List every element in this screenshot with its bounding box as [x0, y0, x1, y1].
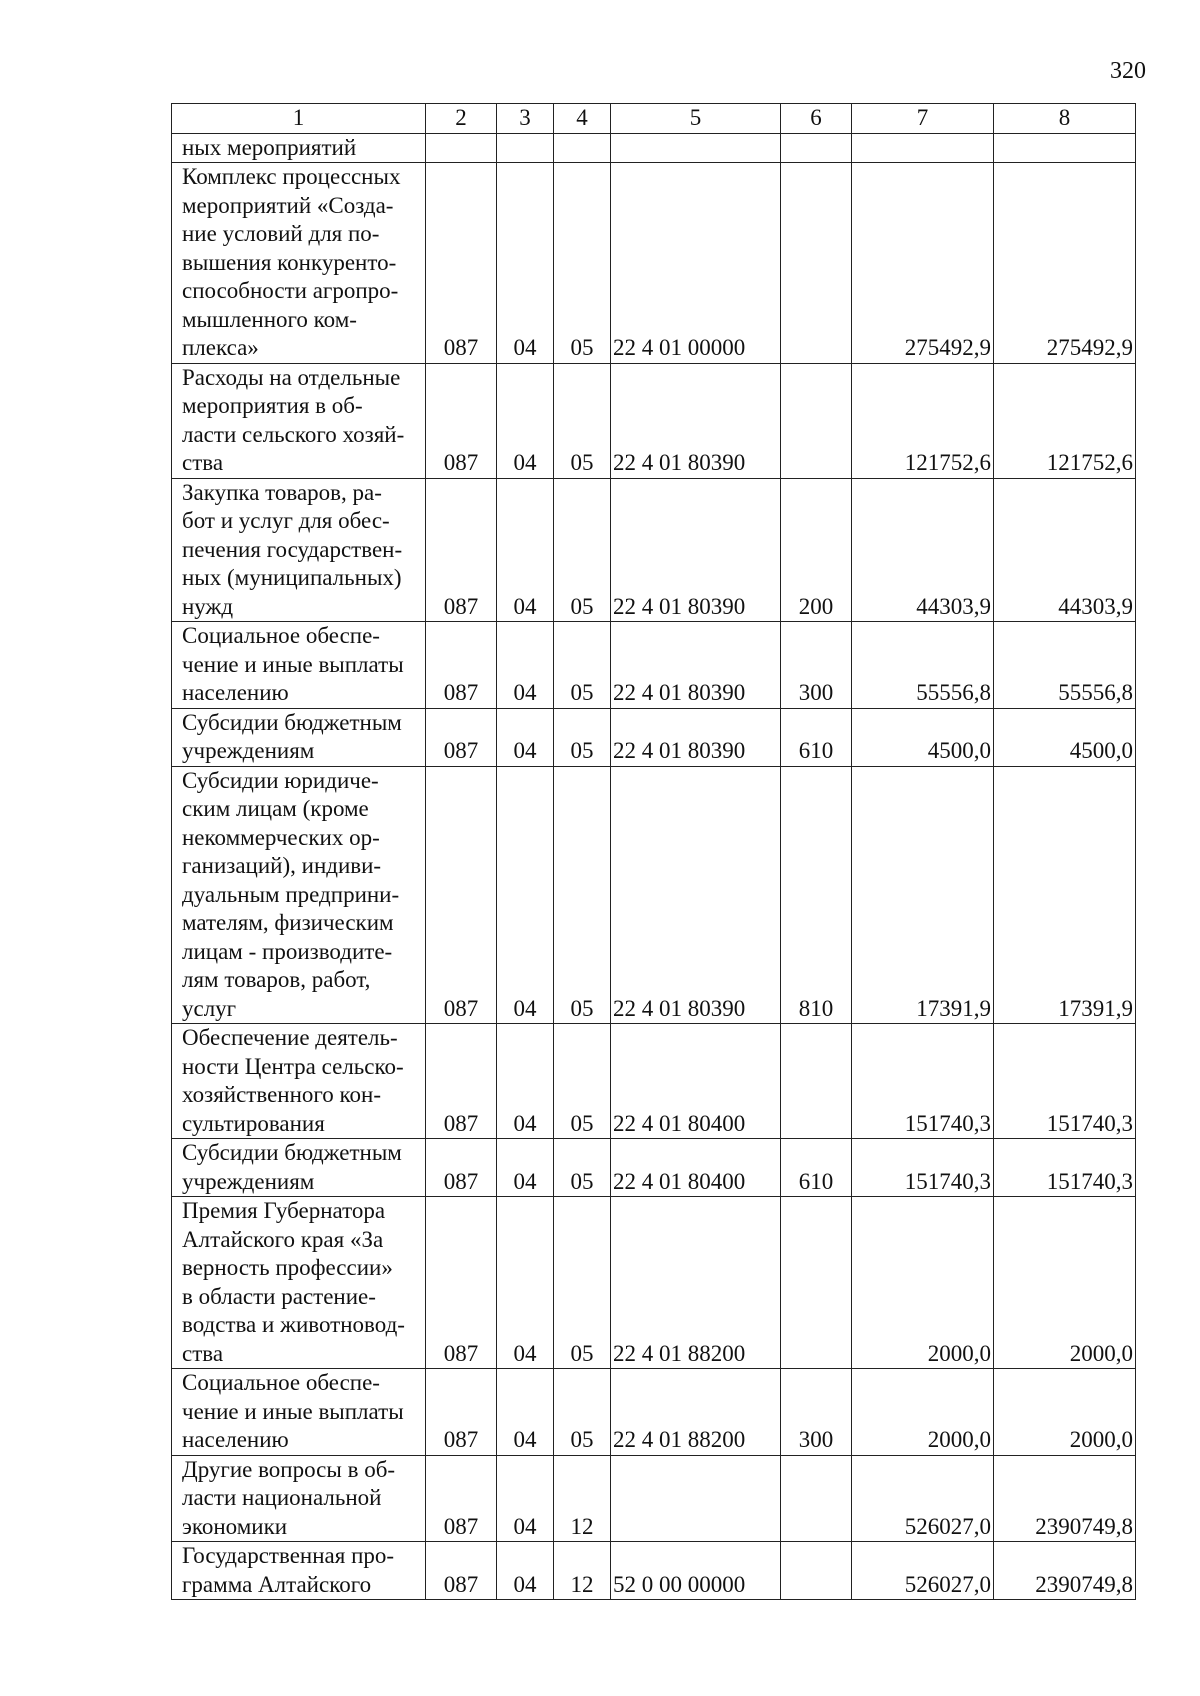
item-name-cell: [172, 766, 426, 1024]
table-row: [172, 766, 1136, 1024]
item-name-line: мателям, физическим: [182, 910, 394, 935]
item-name-cell: [172, 478, 426, 622]
target-article-cell: [611, 133, 781, 163]
table-row: [172, 708, 1136, 766]
item-name-line: способности агропро-: [182, 278, 399, 303]
item-name-line: чение и иные выплаты: [182, 651, 404, 677]
section-cell: 04: [497, 363, 554, 478]
grbs-cell: 087: [426, 478, 497, 622]
expense-type-cell: 810: [781, 766, 852, 1024]
subsection-cell: 05: [554, 1139, 611, 1197]
amount-year2-cell: [994, 133, 1136, 163]
item-name-line: некоммерческих ор-: [182, 824, 380, 850]
grbs-cell: 087: [426, 1197, 497, 1369]
item-name-line: грамма Алтайского: [182, 1571, 372, 1597]
amount-year1-cell: 121752,6: [852, 363, 994, 478]
grbs-cell: 087: [426, 1024, 497, 1139]
item-name-line: бот и услуг для обес-: [182, 508, 390, 533]
subsection-cell: 05: [554, 363, 611, 478]
subsection-cell: 05: [554, 478, 611, 622]
amount-year1-cell: 55556,8: [852, 622, 994, 709]
item-name-cell: [172, 133, 426, 163]
target-article-cell: 22 4 01 80390: [611, 766, 781, 1024]
table-row: [172, 1542, 1136, 1600]
item-name-line: Расходы на отдельные: [182, 364, 401, 390]
target-article-cell: 22 4 01 80390: [611, 708, 781, 766]
item-name-line: ства: [182, 1340, 224, 1366]
item-name-line: экономики: [182, 1513, 288, 1539]
item-name-line: дуальным предприни-: [182, 881, 400, 907]
section-cell: 04: [497, 1455, 554, 1542]
table-body: [172, 104, 1136, 1600]
header-cell: 1: [172, 104, 426, 134]
table-row: [172, 1139, 1136, 1197]
amount-year2-cell: 2000,0: [994, 1369, 1136, 1456]
header-cell: 3: [497, 104, 554, 134]
expense-type-cell: [781, 133, 852, 163]
section-cell: 04: [497, 163, 554, 364]
expense-type-cell: 300: [781, 622, 852, 709]
item-name-line: мероприятия в об-: [182, 393, 363, 418]
subsection-cell: 12: [554, 1455, 611, 1542]
item-name-line: учреждениям: [182, 738, 315, 763]
item-name-line: лицам - производите-: [182, 938, 393, 964]
amount-year1-cell: 44303,9: [852, 478, 994, 622]
target-article-cell: 22 4 01 80390: [611, 478, 781, 622]
item-name-line: Субсидии бюджетным: [182, 1140, 402, 1165]
grbs-cell: 087: [426, 622, 497, 709]
subsection-cell: 05: [554, 1197, 611, 1369]
expense-type-cell: [781, 1542, 852, 1600]
target-article-cell: 22 4 01 80400: [611, 1024, 781, 1139]
item-name-cell: [172, 1024, 426, 1139]
item-name-line: нужд: [182, 593, 234, 619]
amount-year2-cell: 44303,9: [994, 478, 1136, 622]
header-cell: 7: [852, 104, 994, 134]
table-row: [172, 622, 1136, 709]
table-row: [172, 1024, 1136, 1139]
section-cell: [497, 133, 554, 163]
subsection-cell: 05: [554, 708, 611, 766]
header-cell: 6: [781, 104, 852, 134]
section-cell: 04: [497, 1369, 554, 1456]
item-name-line: ласти национальной: [182, 1485, 382, 1510]
amount-year2-cell: 2000,0: [994, 1197, 1136, 1369]
table-row: [172, 363, 1136, 478]
item-name-line: населению: [182, 1427, 289, 1452]
header-cell: 2: [426, 104, 497, 134]
item-name-line: сультирования: [182, 1110, 325, 1136]
item-name-line: Государственная про-: [182, 1543, 395, 1568]
item-name-line: лям товаров, работ,: [182, 967, 371, 992]
item-name-line: Другие вопросы в об-: [182, 1456, 396, 1482]
section-cell: 04: [497, 766, 554, 1024]
target-article-cell: 22 4 01 80400: [611, 1139, 781, 1197]
page-number: 320: [1110, 58, 1146, 84]
subsection-cell: 05: [554, 1369, 611, 1456]
expense-type-cell: [781, 163, 852, 364]
header-row: [172, 104, 1136, 134]
subsection-cell: 12: [554, 1542, 611, 1600]
table-row: [172, 1455, 1136, 1542]
grbs-cell: 087: [426, 766, 497, 1024]
target-article-cell: 52 0 00 00000: [611, 1542, 781, 1600]
item-name-line: Социальное обеспе-: [182, 623, 380, 648]
item-name-line: Субсидии бюджетным: [182, 709, 402, 735]
item-name-cell: [172, 1542, 426, 1600]
item-name-line: чение и иные выплаты: [182, 1398, 404, 1424]
item-name-line: ства: [182, 450, 224, 475]
item-name-line: ных (муниципальных): [182, 565, 402, 590]
target-article-cell: 22 4 01 80390: [611, 363, 781, 478]
expense-type-cell: 610: [781, 1139, 852, 1197]
grbs-cell: 087: [426, 1369, 497, 1456]
amount-year2-cell: 151740,3: [994, 1024, 1136, 1139]
item-name-line: в области растение-: [182, 1283, 376, 1309]
grbs-cell: 087: [426, 1455, 497, 1542]
expense-type-cell: [781, 1455, 852, 1542]
target-article-cell: 22 4 01 00000: [611, 163, 781, 364]
item-name-cell: [172, 622, 426, 709]
target-article-cell: [611, 1455, 781, 1542]
item-name-line: вышения конкуренто-: [182, 249, 397, 275]
grbs-cell: 087: [426, 163, 497, 364]
item-name-line: Комплекс процессных: [182, 164, 401, 189]
amount-year1-cell: 151740,3: [852, 1139, 994, 1197]
table-row: [172, 1197, 1136, 1369]
item-name-line: мышленного ком-: [182, 306, 357, 332]
item-name-line: ных мероприятий: [182, 134, 357, 160]
item-name-line: услуг: [182, 995, 237, 1021]
item-name-line: Субсидии юридиче-: [182, 767, 379, 793]
subsection-cell: 05: [554, 766, 611, 1024]
section-cell: 04: [497, 622, 554, 709]
item-name-line: населению: [182, 680, 289, 705]
amount-year2-cell: 121752,6: [994, 363, 1136, 478]
item-name-line: ние условий для по-: [182, 221, 380, 246]
amount-year2-cell: 17391,9: [994, 766, 1136, 1024]
amount-year1-cell: 151740,3: [852, 1024, 994, 1139]
table-row: [172, 163, 1136, 364]
item-name-cell: [172, 708, 426, 766]
expense-type-cell: [781, 363, 852, 478]
item-name-line: учреждениям: [182, 1168, 315, 1194]
amount-year2-cell: 55556,8: [994, 622, 1136, 709]
header-cell: 8: [994, 104, 1136, 134]
item-name-line: Обеспечение деятель-: [182, 1025, 398, 1050]
item-name-line: ласти сельского хозяй-: [182, 421, 405, 447]
expense-type-cell: 610: [781, 708, 852, 766]
grbs-cell: 087: [426, 1542, 497, 1600]
subsection-cell: 05: [554, 1024, 611, 1139]
expense-type-cell: [781, 1024, 852, 1139]
item-name-line: ским лицам (кроме: [182, 796, 369, 821]
amount-year1-cell: 17391,9: [852, 766, 994, 1024]
item-name-line: верность профессии»: [182, 1255, 393, 1280]
section-cell: 04: [497, 708, 554, 766]
item-name-line: ности Центра сельско-: [182, 1053, 404, 1079]
item-name-cell: [172, 163, 426, 364]
item-name-line: Закупка товаров, ра-: [182, 479, 382, 505]
amount-year2-cell: 2390749,8: [994, 1455, 1136, 1542]
item-name-line: хозяйственного кон-: [182, 1082, 381, 1107]
item-name-line: мероприятий «Созда-: [182, 192, 394, 218]
item-name-cell: [172, 363, 426, 478]
section-cell: 04: [497, 478, 554, 622]
table-row: [172, 133, 1136, 163]
amount-year1-cell: 275492,9: [852, 163, 994, 364]
section-cell: 04: [497, 1139, 554, 1197]
amount-year2-cell: 2390749,8: [994, 1542, 1136, 1600]
section-cell: 04: [497, 1197, 554, 1369]
item-name-line: плекса»: [182, 335, 259, 360]
subsection-cell: 05: [554, 622, 611, 709]
target-article-cell: 22 4 01 80390: [611, 622, 781, 709]
subsection-cell: 05: [554, 163, 611, 364]
grbs-cell: [426, 133, 497, 163]
header-cell: 5: [611, 104, 781, 134]
subsection-cell: [554, 133, 611, 163]
item-name-line: ганизаций), индиви-: [182, 853, 382, 878]
expense-type-cell: 300: [781, 1369, 852, 1456]
grbs-cell: 087: [426, 708, 497, 766]
expense-type-cell: [781, 1197, 852, 1369]
amount-year1-cell: 526027,0: [852, 1542, 994, 1600]
grbs-cell: 087: [426, 1139, 497, 1197]
amount-year1-cell: 2000,0: [852, 1369, 994, 1456]
amount-year1-cell: [852, 133, 994, 163]
header-cell: 4: [554, 104, 611, 134]
item-name-line: Социальное обеспе-: [182, 1370, 380, 1395]
target-article-cell: 22 4 01 88200: [611, 1369, 781, 1456]
item-name-line: водства и животновод-: [182, 1312, 405, 1337]
amount-year1-cell: 4500,0: [852, 708, 994, 766]
item-name-cell: [172, 1139, 426, 1197]
expense-type-cell: 200: [781, 478, 852, 622]
section-cell: 04: [497, 1542, 554, 1600]
table-row: [172, 1369, 1136, 1456]
item-name-cell: [172, 1455, 426, 1542]
amount-year2-cell: 275492,9: [994, 163, 1136, 364]
target-article-cell: 22 4 01 88200: [611, 1197, 781, 1369]
amount-year1-cell: 526027,0: [852, 1455, 994, 1542]
item-name-line: Алтайского края «За: [182, 1226, 384, 1252]
amount-year1-cell: 2000,0: [852, 1197, 994, 1369]
item-name-line: печения государствен-: [182, 536, 403, 562]
grbs-cell: 087: [426, 363, 497, 478]
item-name-cell: [172, 1369, 426, 1456]
item-name-line: Премия Губернатора: [182, 1198, 386, 1223]
budget-table: [171, 103, 1136, 1600]
section-cell: 04: [497, 1024, 554, 1139]
table-row: [172, 478, 1136, 622]
amount-year2-cell: 151740,3: [994, 1139, 1136, 1197]
item-name-cell: [172, 1197, 426, 1369]
amount-year2-cell: 4500,0: [994, 708, 1136, 766]
